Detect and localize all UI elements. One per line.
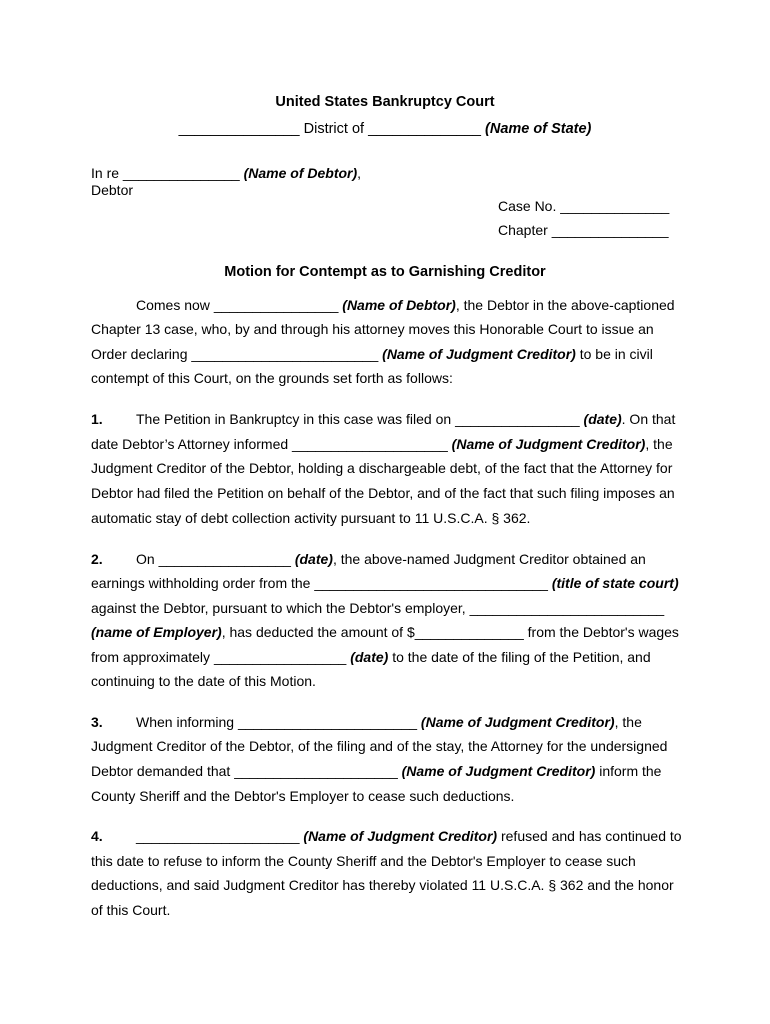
p1-line-3 — [91, 460, 672, 477]
intro-text: , the Debtor in the above-captioned — [455, 297, 675, 313]
p3-line-4 — [91, 788, 514, 805]
p1-text: . On that — [621, 411, 676, 427]
date-placeholder: (date) — [294, 551, 333, 567]
court-title — [0, 94, 770, 111]
p1-text: Judgment Creditor of the Debtor, holding a dischargeable debt, of the fact that the Attorney for — [91, 460, 673, 476]
blank: ____________________ — [292, 436, 448, 452]
blank: ______________ — [414, 624, 524, 640]
paragraph-number: 4. — [91, 828, 103, 844]
comma: , — [357, 165, 362, 181]
p4-text: of this Court. — [91, 902, 171, 918]
p2-line-6 — [91, 673, 316, 690]
p3-line-1 — [91, 714, 642, 731]
debtor-placeholder: (Name of Debtor) — [342, 297, 456, 313]
creditor-placeholder: (Name of Judgment Creditor) — [303, 828, 498, 844]
creditor-placeholder: (Name of Judgment Creditor) — [451, 436, 646, 452]
p2-line-2 — [91, 575, 679, 592]
paragraph-number: 3. — [91, 714, 103, 730]
p2-text: from approximately — [91, 649, 211, 665]
p2-line-1 — [91, 551, 646, 568]
paragraph-number: 2. — [91, 551, 103, 567]
p3-text: Debtor demanded that — [91, 763, 231, 779]
debtor-placeholder: (Name of Debtor) — [243, 165, 358, 181]
p3-text: When informing — [136, 714, 235, 730]
date-placeholder: (date) — [350, 649, 389, 665]
p2-text: against the Debtor, pursuant to which the Debtor's employer, — [91, 600, 466, 616]
p1-text: date Debtor’s Attorney informed — [91, 436, 289, 452]
p3-text: inform the — [599, 763, 662, 779]
blank: _____________________ — [234, 763, 398, 779]
district-line — [0, 121, 770, 138]
p1-line-1 — [91, 411, 675, 428]
p1-line-2 — [91, 436, 673, 453]
debtor-label-text: Debtor — [91, 182, 134, 198]
intro-text: Chapter 13 case, who, by and through his attorney moves this Honorable Court to issue an — [91, 321, 654, 337]
blank: ________________ — [213, 297, 339, 313]
intro-line-2 — [91, 321, 654, 338]
p2-line-3 — [91, 600, 664, 617]
court-placeholder: (title of state court) — [551, 575, 679, 591]
p1-line-5 — [91, 510, 530, 527]
debtor-label — [91, 182, 133, 199]
p1-text: automatic stay of debt collection activity pursuant to 11 U.S.C.A. § 362. — [91, 510, 531, 526]
blank: _________________ — [158, 551, 291, 567]
district-label: District of — [303, 121, 365, 137]
paragraph-number: 1. — [91, 411, 103, 427]
district-blank: _______________ — [178, 121, 300, 137]
intro-text: Comes now — [136, 297, 210, 313]
state-blank: ______________ — [368, 121, 481, 137]
motion-title — [0, 264, 770, 281]
case-no-blank: ______________ — [560, 198, 670, 214]
chapter-line — [498, 222, 669, 239]
p4-line-3 — [91, 877, 674, 894]
motion-title-text: Motion for Contempt as to Garnishing Creditor — [224, 264, 546, 280]
p2-line-4 — [91, 624, 679, 641]
p3-line-3 — [91, 763, 661, 780]
creditor-placeholder: (Name of Judgment Creditor) — [382, 346, 576, 362]
p4-line-4 — [91, 902, 170, 919]
p4-line-1 — [91, 828, 682, 845]
p2-text: On — [136, 551, 155, 567]
blank: _______________________ — [237, 714, 418, 730]
p4-text: this date to refuse to inform the County Sheriff and the Debtor's Employer to cease such — [91, 853, 636, 869]
p2-line-5 — [91, 649, 651, 666]
blank: _________________ — [213, 649, 347, 665]
blank: _____________________ — [136, 828, 300, 844]
p4-text: deductions, and said Judgment Creditor has thereby violated 11 U.S.C.A. § 362 and the honor — [91, 877, 674, 893]
p3-text: Judgment Creditor of the Debtor, of the filing and of the stay, the Attorney for the undersigned — [91, 738, 668, 754]
p1-text: , the — [645, 436, 673, 452]
p2-text: , has deducted the amount of $ — [221, 624, 415, 640]
debtor-blank: _______________ — [122, 165, 240, 181]
p2-text: continuing to the date of this Motion. — [91, 673, 316, 689]
employer-placeholder: (name of Employer) — [91, 624, 222, 640]
intro-text: contempt of this Court, on the grounds set forth as follows: — [91, 370, 453, 386]
p1-line-4 — [91, 485, 675, 502]
intro-line-3 — [91, 346, 653, 363]
case-no-line — [498, 198, 669, 215]
creditor-placeholder: (Name of Judgment Creditor) — [401, 763, 596, 779]
date-placeholder: (date) — [583, 411, 622, 427]
intro-line-4 — [91, 370, 453, 387]
creditor-placeholder: (Name of Judgment Creditor) — [420, 714, 615, 730]
p2-text: earnings withholding order from the — [91, 575, 311, 591]
case-no-label: Case No. — [498, 198, 557, 214]
blank: ________________ — [455, 411, 580, 427]
p2-text: , the above-named Judgment Creditor obtained an — [332, 551, 646, 567]
p2-text: from the Debtor's wages — [527, 624, 679, 640]
in-re-line — [91, 165, 361, 182]
state-placeholder: (Name of State) — [485, 121, 592, 137]
intro-line-1 — [136, 297, 675, 314]
p3-text: , the — [614, 714, 642, 730]
p3-line-2 — [91, 738, 667, 755]
p4-text: refused and has continued to — [500, 828, 682, 844]
court-name: United States Bankruptcy Court — [275, 94, 495, 110]
chapter-blank: _______________ — [551, 222, 669, 238]
chapter-label: Chapter — [498, 222, 548, 238]
p1-text: The Petition in Bankruptcy in this case was filed on — [136, 411, 452, 427]
p4-line-2 — [91, 853, 636, 870]
blank: ______________________________ — [314, 575, 548, 591]
p3-text: County Sheriff and the Debtor's Employer to cease such deductions. — [91, 788, 515, 804]
p1-text: Debtor had filed the Petition on behalf of the Debtor, and of the fact that such filing imposes an — [91, 485, 675, 501]
blank: ________________________ — [191, 346, 379, 362]
intro-text: to be in civil — [579, 346, 653, 362]
intro-text: Order declaring — [91, 346, 188, 362]
in-re-label: In re — [91, 165, 120, 181]
p2-text: to the date of the filing of the Petition, and — [392, 649, 651, 665]
blank: _________________________ — [469, 600, 665, 616]
